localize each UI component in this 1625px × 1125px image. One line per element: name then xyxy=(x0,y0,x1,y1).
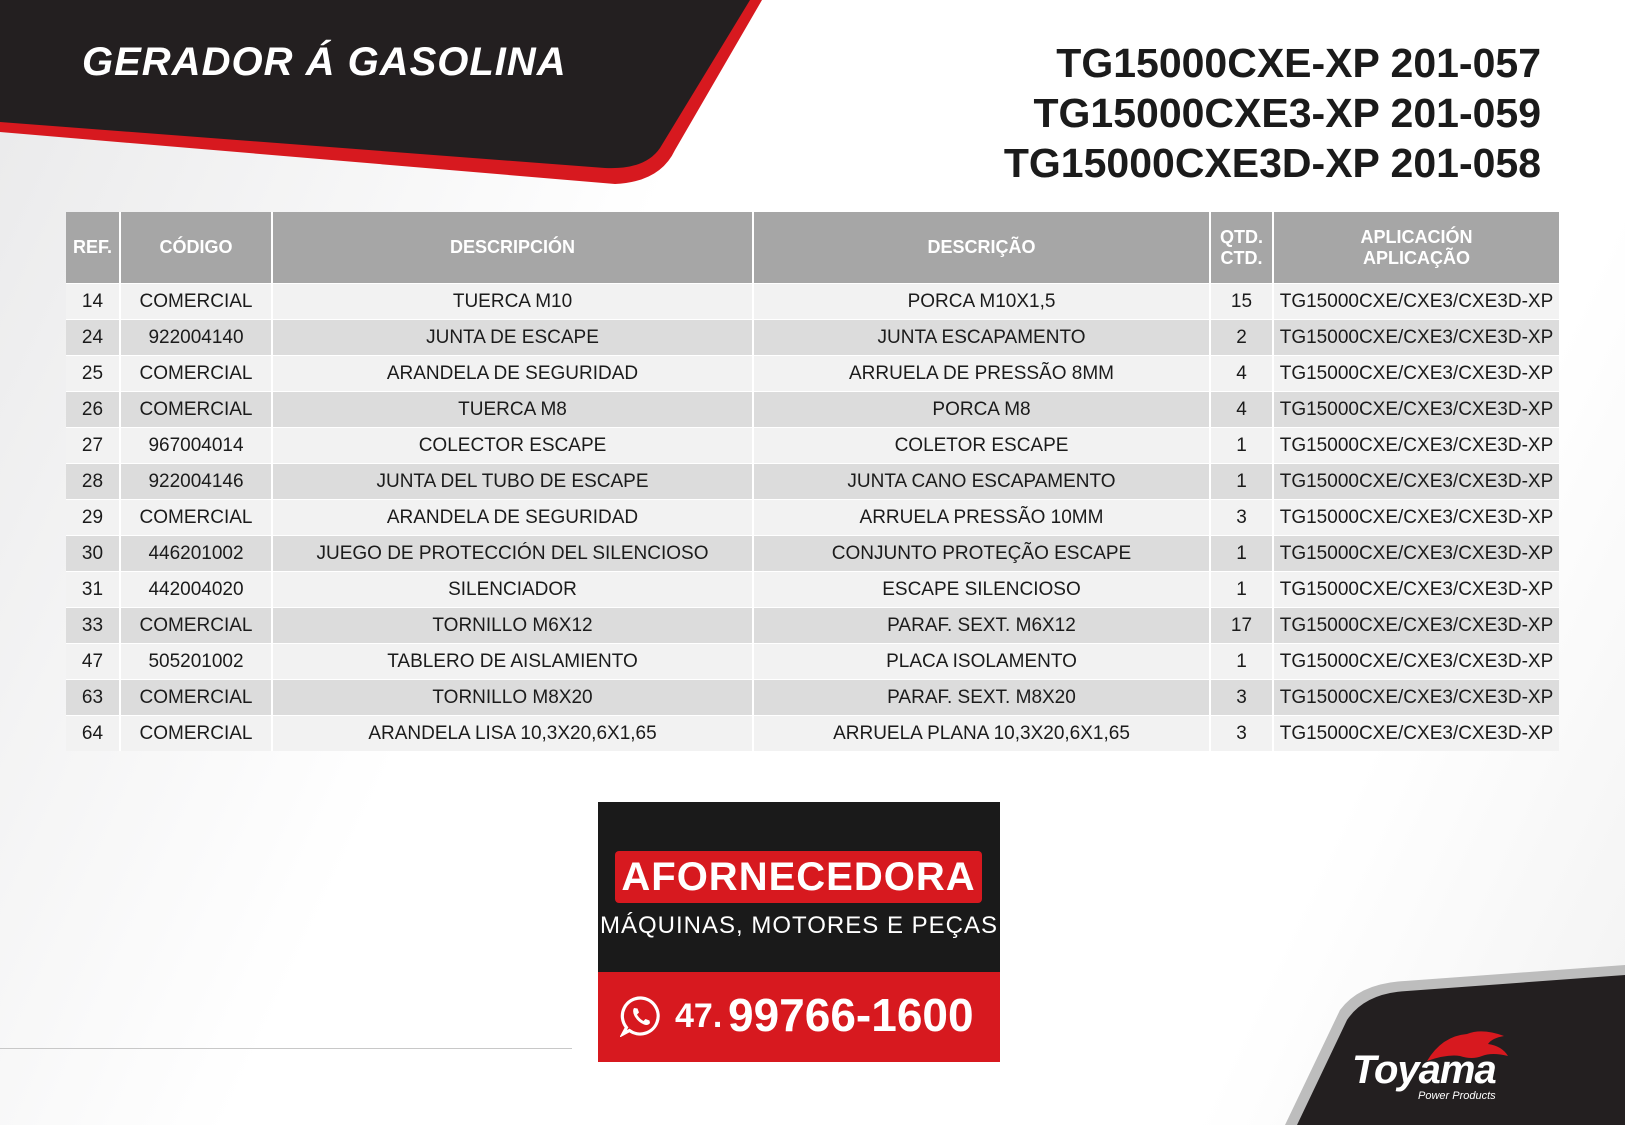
cell-codigo: COMERCIAL xyxy=(120,500,272,536)
logo-text: Toyama xyxy=(1352,1048,1496,1092)
brand-tagline: MÁQUINAS, MOTORES E PEÇAS xyxy=(600,912,998,939)
cell-ref: 33 xyxy=(66,608,120,644)
cell-aplicacion: TG15000CXE/CXE3/CXE3D-XP xyxy=(1273,500,1559,536)
table-row xyxy=(66,392,1559,428)
cell-descripcion: ARANDELA DE SEGURIDAD xyxy=(272,500,753,536)
cell-descricao: PORCA M10X1,5 xyxy=(753,284,1210,320)
header-aplicacion-line: APLICAÇÃO xyxy=(1363,247,1470,268)
table-row xyxy=(66,680,1559,716)
cell-qtd: 15 xyxy=(1210,284,1273,320)
model-line: TG15000CXE3-XP 201-059 xyxy=(1033,90,1541,136)
cell-descripcion: COLECTOR ESCAPE xyxy=(272,428,753,464)
cell-qtd: 4 xyxy=(1210,356,1273,392)
cell-descricao: CONJUNTO PROTEÇÃO ESCAPE xyxy=(753,536,1210,572)
cell-descripcion: JUNTA DE ESCAPE xyxy=(272,320,753,356)
table-row xyxy=(66,356,1559,392)
cell-aplicacion: TG15000CXE/CXE3/CXE3D-XP xyxy=(1273,644,1559,680)
cell-aplicacion: TG15000CXE/CXE3/CXE3D-XP xyxy=(1273,428,1559,464)
cell-ref: 24 xyxy=(66,320,120,356)
cell-qtd: 1 xyxy=(1210,428,1273,464)
cell-ref: 27 xyxy=(66,428,120,464)
cell-qtd: 3 xyxy=(1210,716,1273,752)
brand-box xyxy=(615,851,982,903)
cell-aplicacion: TG15000CXE/CXE3/CXE3D-XP xyxy=(1273,464,1559,500)
footer-divider xyxy=(0,1048,572,1049)
table-row xyxy=(66,428,1559,464)
cell-descripcion: SILENCIADOR xyxy=(272,572,753,608)
cell-ref: 28 xyxy=(66,464,120,500)
logo-subtext: Power Products xyxy=(1418,1090,1496,1102)
cell-descricao: PLACA ISOLAMENTO xyxy=(753,644,1210,680)
model-line: TG15000CXE3D-XP 201-058 xyxy=(1003,140,1541,186)
header-ref: REF. xyxy=(66,212,120,284)
cell-descricao: PORCA M8 xyxy=(753,392,1210,428)
cell-codigo: 922004146 xyxy=(120,464,272,500)
cell-aplicacion: TG15000CXE/CXE3/CXE3D-XP xyxy=(1273,320,1559,356)
page-title: GERADOR Á GASOLINA xyxy=(82,40,567,84)
parts-table xyxy=(66,212,1559,751)
cell-qtd: 17 xyxy=(1210,608,1273,644)
cell-descripcion: ARANDELA LISA 10,3X20,6X1,65 xyxy=(272,716,753,752)
cell-ref: 25 xyxy=(66,356,120,392)
model-list xyxy=(1004,38,1541,188)
cell-codigo: COMERCIAL xyxy=(120,284,272,320)
header-banner xyxy=(0,0,770,200)
table-row xyxy=(66,320,1559,356)
cell-descricao: JUNTA ESCAPAMENTO xyxy=(753,320,1210,356)
table-header-row xyxy=(66,212,1559,284)
cell-aplicacion: TG15000CXE/CXE3/CXE3D-XP xyxy=(1273,392,1559,428)
header-descricao: DESCRIÇÃO xyxy=(753,212,1210,284)
cell-codigo: COMERCIAL xyxy=(120,680,272,716)
cell-ref: 29 xyxy=(66,500,120,536)
table-row xyxy=(66,716,1559,752)
cell-aplicacion: TG15000CXE/CXE3/CXE3D-XP xyxy=(1273,572,1559,608)
cell-aplicacion: TG15000CXE/CXE3/CXE3D-XP xyxy=(1273,608,1559,644)
brand-name: AFORNECEDORA xyxy=(621,855,976,899)
cell-codigo: 446201002 xyxy=(120,536,272,572)
table-row xyxy=(66,536,1559,572)
cell-codigo: COMERCIAL xyxy=(120,356,272,392)
table-row xyxy=(66,608,1559,644)
cell-descripcion: JUNTA DEL TUBO DE ESCAPE xyxy=(272,464,753,500)
cell-descricao: ESCAPE SILENCIOSO xyxy=(753,572,1210,608)
cell-qtd: 4 xyxy=(1210,392,1273,428)
supplier-banner xyxy=(598,802,1000,1062)
header-aplicacion xyxy=(1273,212,1559,284)
cell-qtd: 2 xyxy=(1210,320,1273,356)
table-row xyxy=(66,572,1559,608)
cell-descripcion: TABLERO DE AISLAMIENTO xyxy=(272,644,753,680)
cell-qtd: 3 xyxy=(1210,500,1273,536)
table-row xyxy=(66,464,1559,500)
header-qtd xyxy=(1210,212,1273,284)
cell-aplicacion: TG15000CXE/CXE3/CXE3D-XP xyxy=(1273,356,1559,392)
whatsapp-icon xyxy=(620,995,662,1037)
table-row xyxy=(66,284,1559,320)
cell-codigo: 922004140 xyxy=(120,320,272,356)
cell-ref: 47 xyxy=(66,644,120,680)
cell-ref: 26 xyxy=(66,392,120,428)
cell-qtd: 1 xyxy=(1210,644,1273,680)
cell-qtd: 1 xyxy=(1210,464,1273,500)
header-descripcion: DESCRIPCIÓN xyxy=(272,212,753,284)
cell-codigo: COMERCIAL xyxy=(120,608,272,644)
phone-area-code: 47. xyxy=(675,997,723,1035)
cell-aplicacion: TG15000CXE/CXE3/CXE3D-XP xyxy=(1273,680,1559,716)
cell-aplicacion: TG15000CXE/CXE3/CXE3D-XP xyxy=(1273,716,1559,752)
cell-codigo: 442004020 xyxy=(120,572,272,608)
cell-descricao: PARAF. SEXT. M8X20 xyxy=(753,680,1210,716)
cell-descricao: COLETOR ESCAPE xyxy=(753,428,1210,464)
cell-qtd: 1 xyxy=(1210,536,1273,572)
cell-descripcion: TUERCA M8 xyxy=(272,392,753,428)
cell-ref: 63 xyxy=(66,680,120,716)
table-row xyxy=(66,644,1559,680)
cell-descricao: ARRUELA PRESSÃO 10MM xyxy=(753,500,1210,536)
cell-descripcion: JUEGO DE PROTECCIÓN DEL SILENCIOSO xyxy=(272,536,753,572)
header-aplicacion-line: APLICACIÓN xyxy=(1360,226,1473,247)
cell-ref: 30 xyxy=(66,536,120,572)
cell-descripcion: TORNILLO M8X20 xyxy=(272,680,753,716)
cell-descricao: PARAF. SEXT. M6X12 xyxy=(753,608,1210,644)
toyama-logo xyxy=(1352,1048,1532,1108)
banner-contact xyxy=(598,972,1000,1062)
cell-descricao: ARRUELA DE PRESSÃO 8MM xyxy=(753,356,1210,392)
header-qtd-line: CTD. xyxy=(1220,247,1263,268)
cell-qtd: 1 xyxy=(1210,572,1273,608)
cell-aplicacion: TG15000CXE/CXE3/CXE3D-XP xyxy=(1273,536,1559,572)
cell-descripcion: TORNILLO M6X12 xyxy=(272,608,753,644)
cell-codigo: 967004014 xyxy=(120,428,272,464)
model-line: TG15000CXE-XP 201-057 xyxy=(1056,40,1541,86)
header-codigo: CÓDIGO xyxy=(120,212,272,284)
phone-number: 99766-1600 xyxy=(728,989,974,1041)
cell-descripcion: ARANDELA DE SEGURIDAD xyxy=(272,356,753,392)
header-qtd-line: QTD. xyxy=(1220,226,1263,247)
banner-top xyxy=(598,802,1000,972)
cell-descricao: ARRUELA PLANA 10,3X20,6X1,65 xyxy=(753,716,1210,752)
cell-descripcion: TUERCA M10 xyxy=(272,284,753,320)
cell-ref: 31 xyxy=(66,572,120,608)
cell-ref: 14 xyxy=(66,284,120,320)
cell-aplicacion: TG15000CXE/CXE3/CXE3D-XP xyxy=(1273,284,1559,320)
cell-descricao: JUNTA CANO ESCAPAMENTO xyxy=(753,464,1210,500)
table-row xyxy=(66,500,1559,536)
cell-codigo: COMERCIAL xyxy=(120,392,272,428)
cell-codigo: COMERCIAL xyxy=(120,716,272,752)
cell-ref: 64 xyxy=(66,716,120,752)
cell-codigo: 505201002 xyxy=(120,644,272,680)
cell-qtd: 3 xyxy=(1210,680,1273,716)
